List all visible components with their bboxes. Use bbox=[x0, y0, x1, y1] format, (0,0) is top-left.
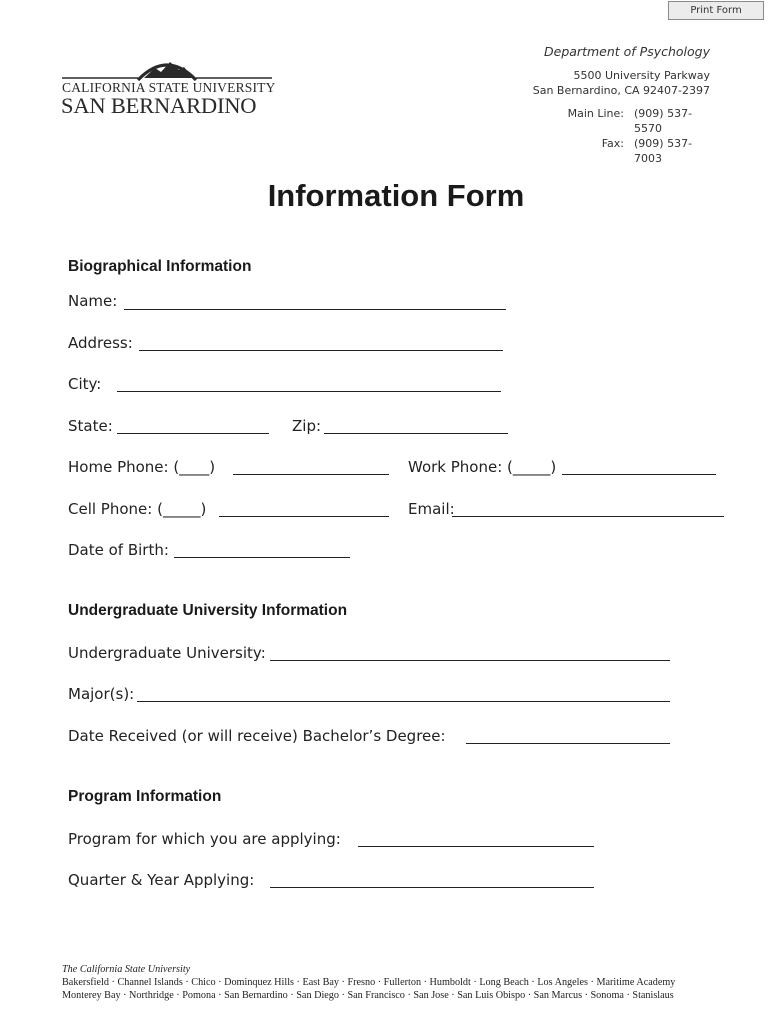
zip-label: Zip: bbox=[292, 417, 322, 435]
home-phone-label: Home Phone: (____) bbox=[68, 458, 216, 476]
fax-label: Fax: bbox=[601, 137, 624, 150]
logo-campus-text: SAN BERNARDINO bbox=[61, 93, 257, 118]
logo-university-text: CALIFORNIA STATE UNIVERSITY bbox=[62, 80, 276, 95]
department-address bbox=[533, 68, 710, 98]
address-label: Address: bbox=[68, 334, 133, 352]
undergraduate-university-field[interactable] bbox=[270, 660, 670, 661]
program-label: Program for which you are applying: bbox=[68, 830, 341, 848]
email-field[interactable] bbox=[452, 516, 724, 517]
section-heading-biographical: Biographical Information bbox=[68, 258, 252, 275]
city-field[interactable] bbox=[117, 391, 501, 392]
cell-phone-label: Cell Phone: (_____) bbox=[68, 500, 207, 518]
state-label: State: bbox=[68, 417, 113, 435]
undergraduate-university-label: Undergraduate University: bbox=[68, 644, 266, 662]
quarter-year-field[interactable] bbox=[270, 887, 594, 888]
page-title: Information Form bbox=[267, 178, 525, 213]
section-heading-undergraduate: Undergraduate University Information bbox=[68, 602, 348, 619]
name-label: Name: bbox=[68, 292, 118, 310]
majors-label: Major(s): bbox=[68, 685, 135, 703]
date-of-birth-label: Date of Birth: bbox=[68, 541, 169, 559]
footer-campuses-line-1: Bakersfield · Channel Islands · Chico · Dominquez Hills · East Bay · Fresno · Fullerton · Humboldt · Long Beach · Los Angeles · Maritime Academy bbox=[62, 977, 676, 988]
address-field[interactable] bbox=[139, 350, 503, 351]
zip-field[interactable] bbox=[324, 433, 508, 434]
work-phone-label: Work Phone: (_____) bbox=[408, 458, 557, 476]
fax-value: (909) 537-7003 bbox=[634, 137, 693, 165]
main-line-value: (909) 537-5570 bbox=[634, 107, 693, 135]
department-name: Department of Psychology bbox=[544, 44, 710, 59]
state-field[interactable] bbox=[117, 433, 269, 434]
quarter-year-label: Quarter & Year Applying: bbox=[68, 871, 255, 889]
footer-system-name: The California State University bbox=[62, 964, 191, 975]
program-field[interactable] bbox=[358, 846, 594, 847]
home-phone-field[interactable] bbox=[233, 474, 389, 475]
cell-phone-field[interactable] bbox=[219, 516, 389, 517]
department-phones bbox=[544, 106, 710, 166]
work-phone-field[interactable] bbox=[562, 474, 716, 475]
date-of-birth-field[interactable] bbox=[174, 557, 350, 558]
print-form-button[interactable]: Print Form bbox=[668, 1, 764, 20]
name-field[interactable] bbox=[124, 309, 506, 310]
city-label: City: bbox=[68, 375, 102, 393]
degree-date-label: Date Received (or will receive) Bachelor’s Degree: bbox=[68, 727, 446, 745]
address-line-2: San Bernardino, CA 92407-2397 bbox=[532, 84, 710, 97]
footer bbox=[62, 963, 675, 1002]
address-line-1: 5500 University Parkway bbox=[573, 69, 710, 82]
section-heading-program: Program Information bbox=[68, 788, 222, 805]
degree-date-field[interactable] bbox=[466, 743, 670, 744]
email-label: Email: bbox=[408, 500, 455, 518]
main-line-label: Main Line: bbox=[567, 107, 624, 120]
footer-campuses-line-2: Monterey Bay · Northridge · Pomona · San Bernardino · San Diego · San Francisco · San Jose · San Luis Obispo · San Marcus · Sonoma · Stanislaus bbox=[62, 990, 674, 1001]
majors-field[interactable] bbox=[137, 701, 670, 702]
